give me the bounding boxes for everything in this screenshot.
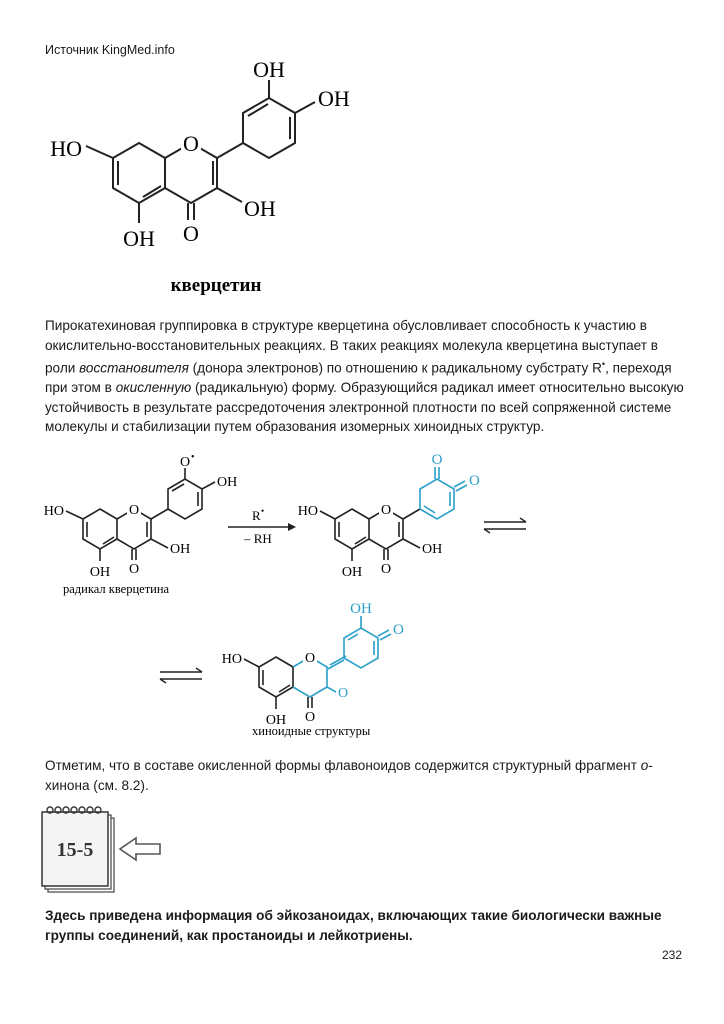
radical-name: радикал кверцетина: [63, 582, 170, 596]
atom-label: OH: [123, 226, 155, 251]
bold-note: Здесь приведена информация об эйкозаноидах, включающих такие биологически важные группы соединений, как простаноиды и лейкотриены.: [45, 908, 662, 943]
atom-label: HO: [50, 136, 82, 161]
atom-label: OH: [265, 713, 287, 728]
atom-label: OH: [253, 57, 285, 82]
atom-label: O: [380, 503, 392, 518]
o-quinone-structure: [298, 446, 498, 581]
atom-label: HO: [43, 504, 64, 519]
svg-text:R: R: [252, 508, 261, 523]
equilibrium-arrow: [480, 516, 532, 536]
radical-structure: [38, 452, 248, 600]
atom-label: OH: [244, 196, 276, 221]
atom-label: O: [469, 473, 480, 489]
atom-label: O: [128, 503, 140, 518]
atom-label: HO: [222, 652, 242, 667]
radical-dot: •: [191, 452, 195, 463]
atom-label: O: [338, 686, 349, 701]
atom-label: OH: [350, 601, 372, 617]
atom-label: OH: [422, 542, 443, 557]
atom-label: HO: [298, 504, 318, 519]
quinoid-name: хиноидные структуры: [252, 724, 371, 738]
source-label: Источник KingMed.info: [45, 43, 175, 57]
atom-label: O: [304, 710, 316, 725]
svg-text:– RH: – RH: [244, 531, 272, 546]
atom-label: O: [183, 221, 199, 246]
paragraph-2: Отметим, что в составе окисленной формы флавоноидов содержится структурный фрагмент о-хинона (см. 8.2).: [45, 758, 653, 793]
calendar-label: 15-5: [56, 839, 94, 861]
atom-label: O: [380, 562, 392, 577]
arrow-left-icon: [120, 838, 160, 860]
atom-label: O: [304, 651, 316, 666]
atom-label: O: [393, 622, 404, 638]
equilibrium-arrow: [156, 666, 208, 686]
atom-label: OH: [89, 565, 111, 580]
reaction-arrow: [222, 505, 302, 551]
atom-label: OH: [318, 86, 350, 111]
quercetin-name: кверцетин: [170, 275, 262, 296]
atom-label: OH: [341, 565, 363, 580]
svg-text:•: •: [261, 506, 265, 516]
calendar-icon: [36, 804, 171, 896]
atom-label: O: [183, 131, 199, 156]
quercetin-structure: [40, 55, 380, 300]
paragraph-1: Пирокатехиновая группировка в структуре кверцетина обусловливает способность к участию в окислительно-восстановительных реакциях. В таких реакциях молекула кверцетина выступает в роли восстановителя (донора электронов) по отношению к радикальному субстрату R•, переходя при этом в окисленную (радикальную) форму. Образующийся радикал имеет относительно высокую устойчивость в результате рассредоточения электронной плотности по всей сопряженной системе молекулы и стабилизации путем образования изомерных хиноидных структур.: [45, 318, 684, 435]
atom-label: O: [128, 562, 140, 577]
page-number: 232: [661, 948, 682, 962]
atom-label: OH: [170, 542, 191, 557]
quinoid-structure: [222, 594, 422, 740]
atom-label: O: [179, 455, 191, 470]
atom-label: OH: [217, 475, 238, 490]
atom-label: O: [431, 452, 443, 468]
